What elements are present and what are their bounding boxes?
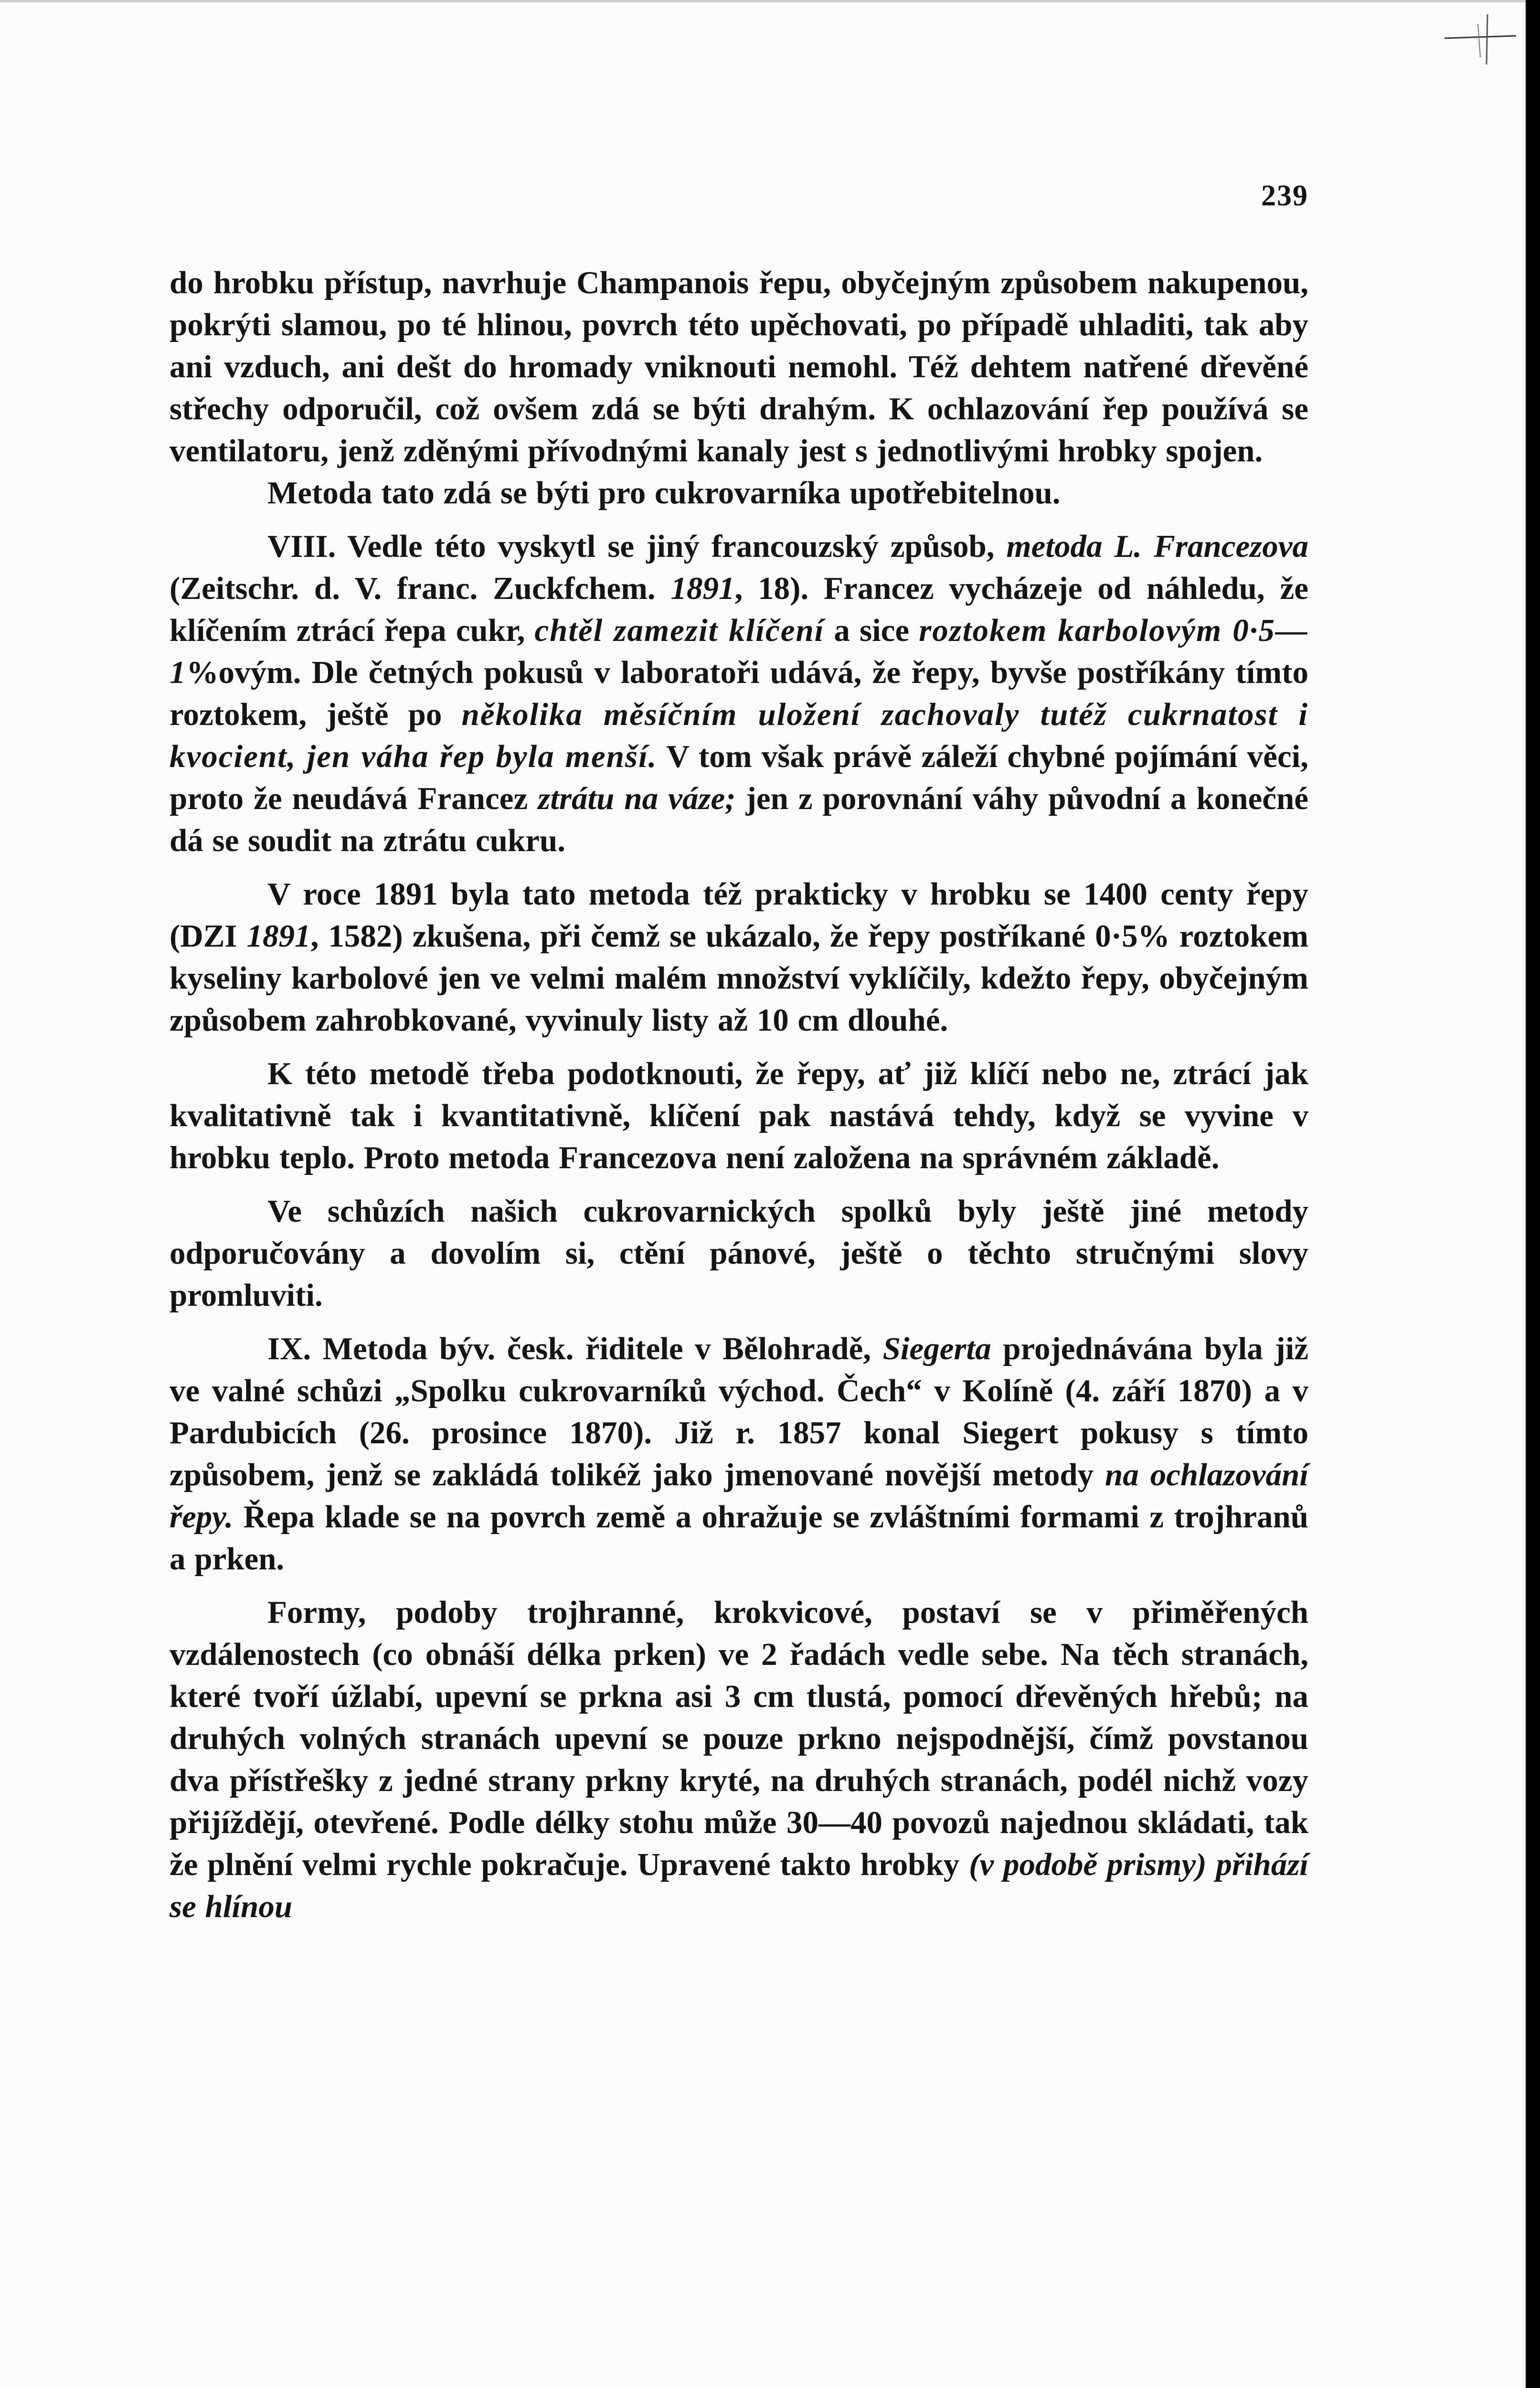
page-number: 239 <box>1261 180 1308 212</box>
emphasis-text: několika měsíčním uložení zachovaly tutéž cukrnatost i kvocient, jen váha řep byla menší. <box>170 697 1308 774</box>
text-run: , 1582) zkušena, při čemž se ukázalo, že řepy postříkané 0·5% roztokem kyseliny karbolové jen ve velmi malém množství vyklíčily, kdežto řepy, obyčejným způsobem zahrobkované, vyvinuly listy až 10 cm dlouhé. <box>170 918 1309 1038</box>
emphasis-text: roztokem karbolovým 0·5—1 <box>170 613 1309 690</box>
text-run: jen z porovnání váhy původní a konečné dá se soudit na ztrátu cukru. <box>170 781 1309 858</box>
paragraph-4 <box>170 873 1308 1041</box>
text-run: %ovým. Dle četných pokusů v laboratoři udává, že řepy, byvše postříkány tímto roztokem, ještě po <box>170 655 1308 732</box>
page-top-edge <box>0 0 1540 2</box>
method-name: metoda L. Francezova <box>1006 529 1308 564</box>
paragraph-5: K této metodě třeba podotknouti, že řepy, ať již klíčí nebo ne, ztrácí jak kvalitativně tak i kvantitativně, klíčení pak nastává tehdy, když se vyvine v hrobku teplo. Proto metoda Francezova není založena na správném základě. <box>170 1056 1308 1175</box>
body-text <box>170 262 1308 1928</box>
year-italic: 1891 <box>246 918 311 954</box>
text-run: V roce 1891 byla tato metoda též prakticky v hrobku se 1400 centy řepy (DZI <box>170 876 1308 954</box>
text-run: Formy, podoby trojhranné, krokvicové, postaví se v přiměřených vzdálenostech (co obnáší délka prken) ve 2 řadách vedle sebe. Na těch stranách, které tvoří úžlabí, upevní se prkna asi 3 cm tlustá, pomocí dřevěných hřebů; na druhých volných stranách upevní se pouze prkno nejspodnější, čímž povstanou dva přístřešky z jedné strany prkny kryté, na druhých stranách, podél nichž vozy přijíždějí, otevřené. Podle délky stohu může 30—40 povozů najednou skládati, tak že plnění velmi rychle pokračuje. Upravené takto hrobky <box>170 1595 1308 1882</box>
text-run: a sice <box>834 613 910 648</box>
text-run: projednávána byla již ve valné schůzi „Spolku cukrovarníků východ. Čech“ v Kolíně (4. září 1870) a v Pardubicích (26. prosince 1870). Již r. 1857 konal Siegert pokusy s tímto způsobem, jenž se zakládá tolikéž jako jmenované novější metody <box>170 1331 1309 1492</box>
text-run: V tom však právě záleží chybné pojímání věci, proto že neudává Francez <box>170 739 1308 816</box>
person-name: Siegerta <box>882 1331 991 1366</box>
text-run: , 18). Francez vycházeje od náhledu, že klíčením ztrácí řepa cukr, <box>170 571 1308 648</box>
emphasis-text: ztrátu na váze; <box>538 781 736 816</box>
paragraph-8 <box>170 1591 1308 1928</box>
paragraph-2: Metoda tato zdá se býti pro cukrovarníka upotřebitelnou. <box>267 475 1061 511</box>
year-italic: 1891 <box>670 571 735 606</box>
emphasis-text: na ochlazování řepy. <box>170 1457 1308 1535</box>
emphasis-text: chtěl zamezit klíčení <box>534 613 825 648</box>
emphasis-text: (v podobě prismy) přihází se hlínou <box>170 1847 1309 1924</box>
paragraph-6: Ve schůzích našich cukrovarnických spolků byly ještě jiné metody odporučovány a dovolím si, ctění pánové, ještě o těchto stručnými slovy promluviti. <box>170 1194 1308 1313</box>
scan-border-right <box>1526 0 1540 2388</box>
text-run: IX. Metoda býv. česk. řiditele v Bělohradě, <box>267 1331 871 1366</box>
paragraph-3 <box>170 525 1308 862</box>
text-run: Řepa klade se na povrch země a ohražuje se zvláštními formami z trojhranů a prken. <box>170 1499 1308 1577</box>
corner-registration-mark <box>1435 10 1521 67</box>
paragraph-7 <box>170 1328 1308 1580</box>
text-run: (Zeitschr. d. V. franc. Zuckfchem. <box>170 571 656 606</box>
text-run: VIII. Vedle této vyskytl se jiný francouzský způsob, <box>267 529 995 564</box>
paragraph-1: do hrobku přístup, navrhuje Champanois řepu, obyčejným způsobem nakupenou, pokrýti slamou, po té hlinou, povrch této upěchovati, po případě uhladiti, tak aby ani vzduch, ani dešt do hromady vniknouti nemohl. Též dehtem natřené dřevěné střechy odporučil, což ovšem zdá se býti drahým. K ochlazování řep používá se ventilatoru, jenž zděnými přívodnými kanaly jest s jednotlivými hrobky spojen. <box>170 265 1308 469</box>
